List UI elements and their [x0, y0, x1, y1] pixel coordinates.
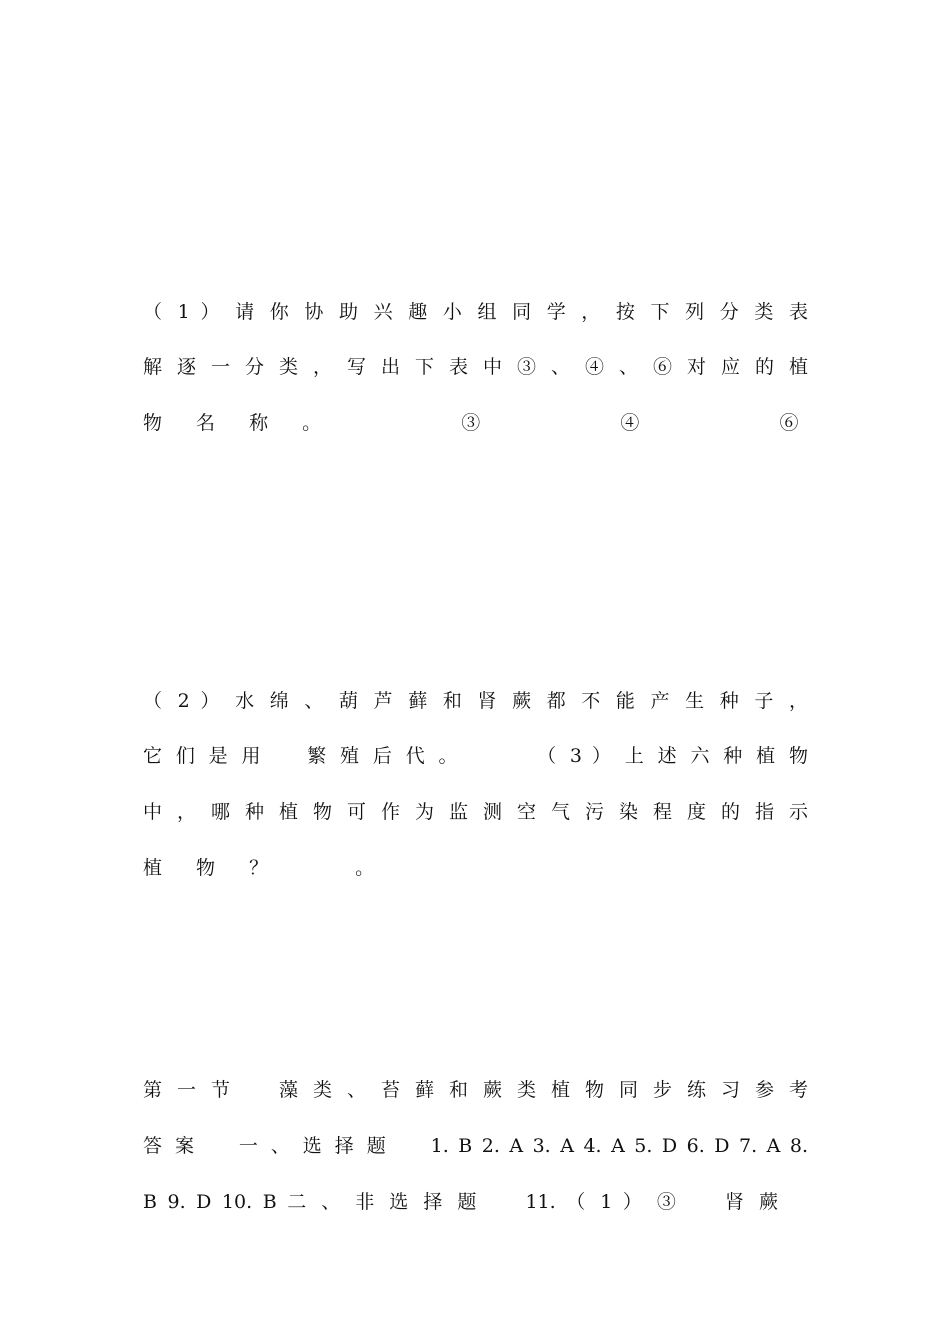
answers-line-2: B 9. D 10. B 二 、 非 选 择 题 11. （ 1 ） ③ 肾 蕨 — [143, 1191, 778, 1213]
question-1-line-1: （ 1 ） 请 你 协 助 兴 趣 小 组 同 学 ， 按 下 列 分 类 表 — [143, 301, 808, 323]
question-3-line-1: 中 ， 哪 种 植 物 可 作 为 监 测 空 气 污 染 程 度 的 指 示 — [143, 801, 808, 823]
answers-line-1: 答 案 一 、 选 择 题 1. B 2. A 3. A 4. A 5. D 6. D 7. A 8. — [143, 1135, 808, 1157]
question-2-line-1: （ 2 ） 水 绵 、 葫 芦 藓 和 肾 蕨 都 不 能 产 生 种 子 ， — [143, 690, 808, 712]
answers-heading-line: 第 一 节 藻 类 、 苔 藓 和 蕨 类 植 物 同 步 练 习 参 考 — [143, 1079, 808, 1101]
question-1-line-3: 物 名 称 。 ③ ④ ⑥ — [143, 412, 813, 434]
question-3-line-2: 植 物 ？ 。 — [143, 857, 389, 879]
question-1-line-2: 解 逐 一 分 类 ， 写 出 下 表 中 ③ 、 ④ 、 ⑥ 对 应 的 植 — [143, 356, 808, 378]
question-2-line-2: 它 们 是 用 繁 殖 后 代 。 （ 3 ） 上 述 六 种 植 物 — [143, 745, 808, 767]
